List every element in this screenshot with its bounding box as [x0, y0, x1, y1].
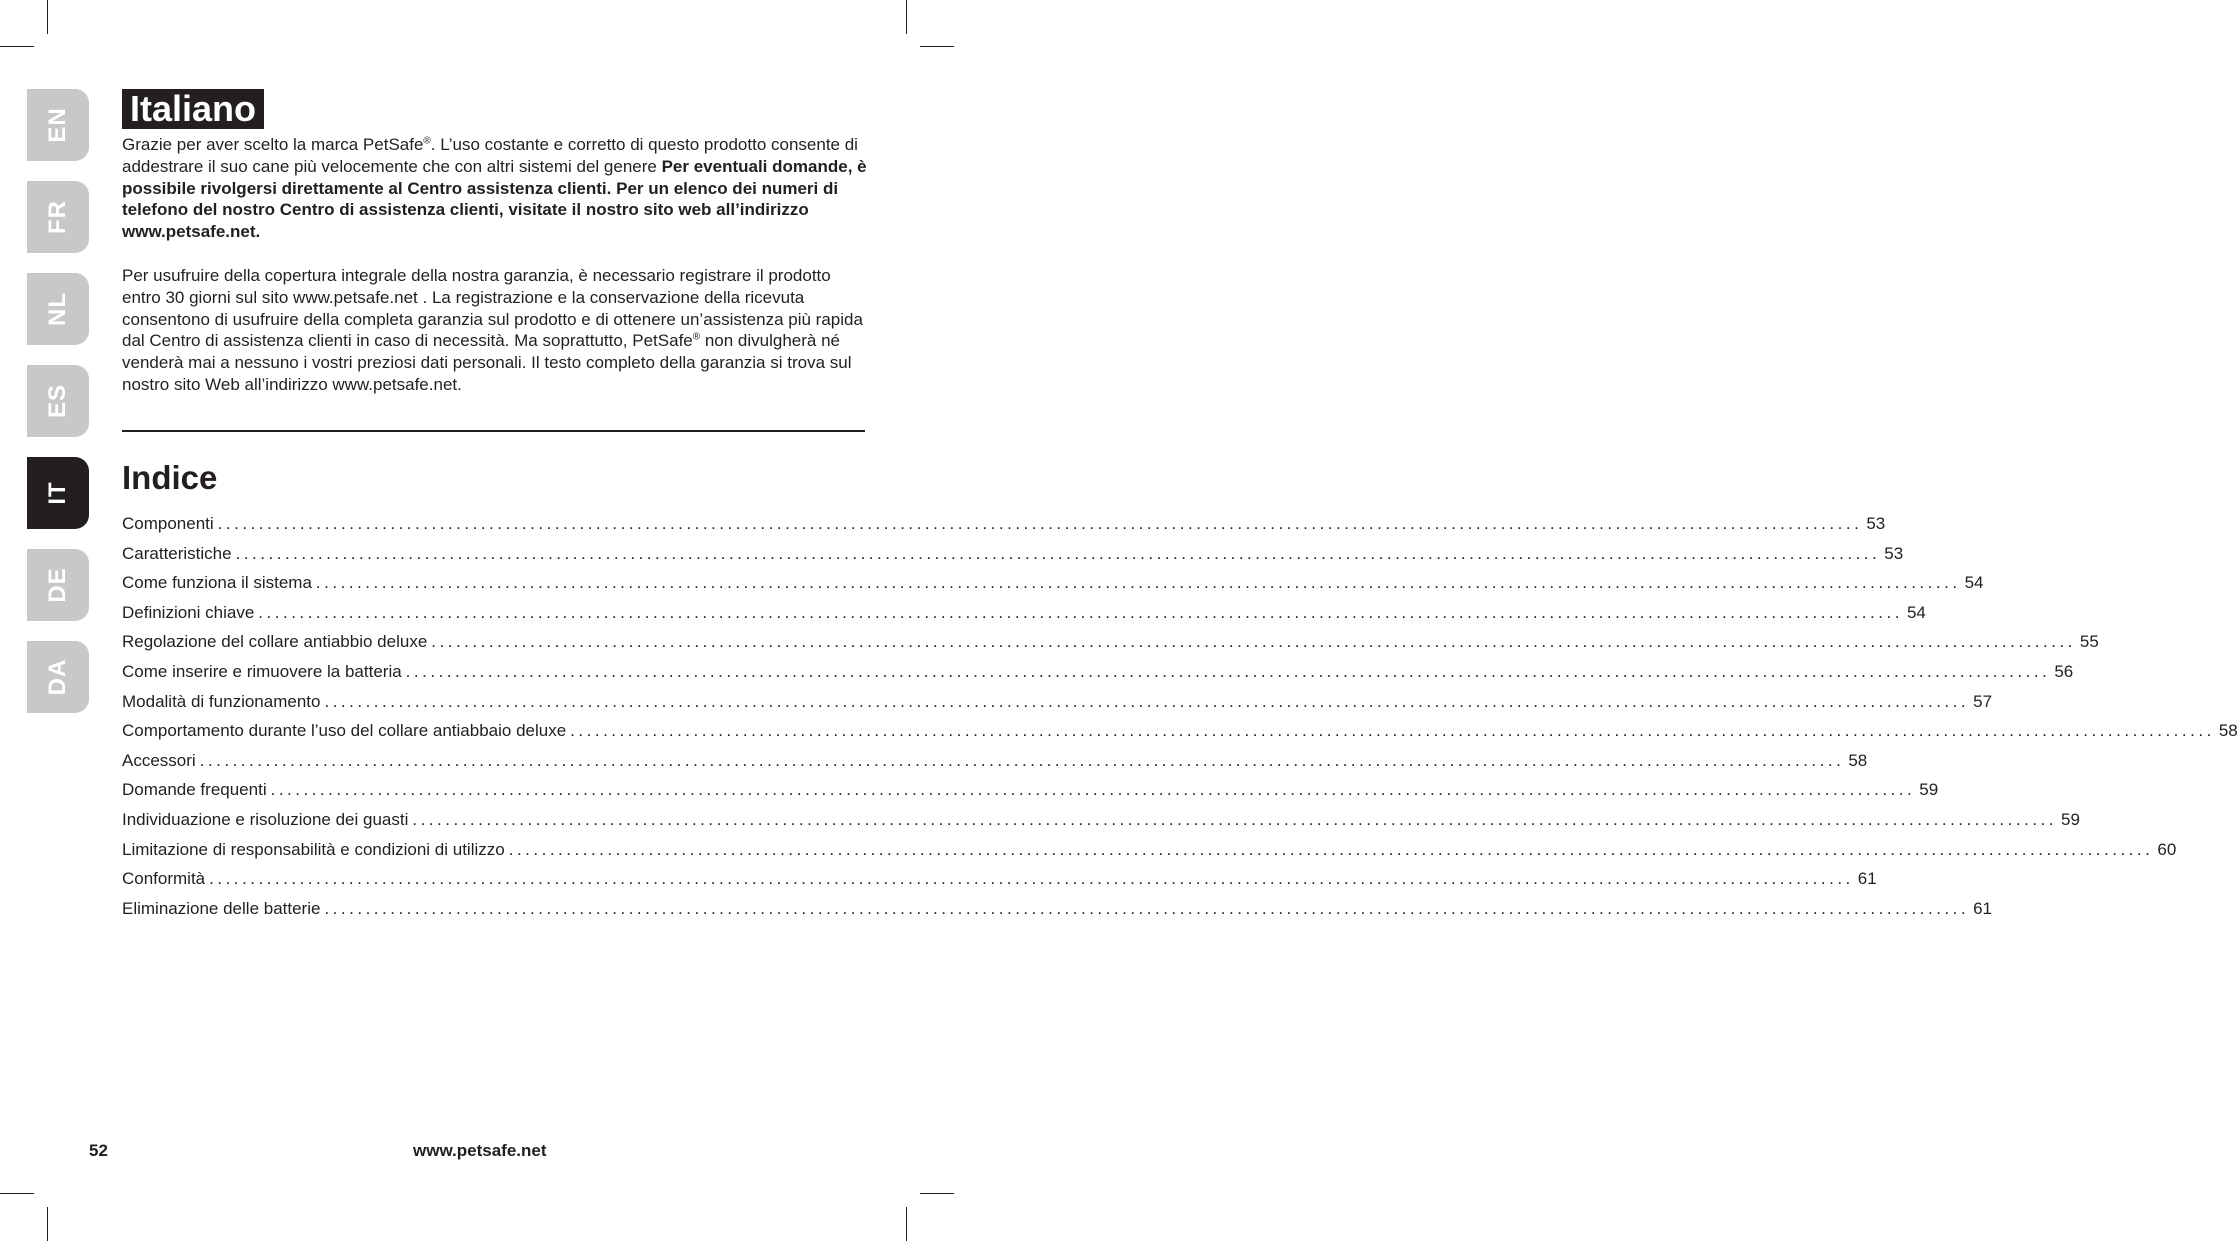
toc-entry[interactable] [122, 775, 1939, 805]
toc-leader: ........................................................................................................................................................................................................ [570, 721, 2215, 741]
section-title: Italiano [122, 89, 264, 129]
toc-leader: ........................................................................................................................................................................................................ [270, 780, 1916, 800]
toc-entry-title: Individuazione e risoluzione dei guasti [122, 809, 409, 829]
toc-leader: ........................................................................................................................................................................................................ [315, 573, 1961, 593]
toc-entry-title: Componenti [122, 514, 214, 533]
toc-leader: ........................................................................................................................................................................................................ [431, 632, 2076, 652]
tab-it[interactable] [27, 457, 89, 529]
divider [122, 430, 865, 432]
tab-label: IT [44, 481, 71, 505]
toc-entry[interactable] [122, 657, 2074, 687]
toc-entry-title: Comportamento durante l’uso del collare antiabbaio deluxe [122, 721, 567, 741]
toc-leader: ........................................................................................................................................................................................................ [324, 691, 1970, 711]
toc-leader: ........................................................................................................................................................................................................ [412, 809, 2057, 829]
intro-text-run: Per usufruire della copertura integrale della nostra garanzia, è necessario registrare il prodotto entro 30 giorni sul sito www.petsafe.net . La registrazione e la conservazione della ricevuta consentono di usufruire della completa garanzia sul prodotto e di ottenere un’assistenza più rapida dal Centro di assistenza clienti in caso di necessità. Ma soprattutto, PetSafe [122, 265, 863, 351]
toc-entry-title: Caratteristiche [122, 543, 232, 563]
tab-label: EN [44, 107, 71, 143]
toc-entry-page: 58 [2218, 721, 2238, 741]
language-tabs [27, 0, 89, 1241]
toc-entry[interactable] [122, 568, 1984, 598]
table-of-contents [122, 509, 2238, 923]
toc-entry-page: 54 [1964, 573, 1984, 593]
intro-text-run: Grazie per aver scelto la marca PetSafe [122, 135, 424, 154]
crop-mark [920, 46, 954, 47]
toc-entry-title: Modalità di funzionamento [122, 691, 321, 711]
index-title: Indice [122, 459, 218, 496]
toc-leader: ........................................................................................................................................................................................................ [209, 869, 1854, 889]
toc-entry[interactable] [122, 539, 1904, 569]
toc-entry-page: 53 [1866, 514, 1886, 533]
page-number: 52 [89, 1141, 108, 1160]
toc-entry-page: 60 [2157, 839, 2177, 859]
toc-entry-title: Domande frequenti [122, 780, 267, 800]
toc-entry[interactable] [122, 598, 1926, 628]
footer-url: www.petsafe.net [413, 1141, 547, 1160]
intro-text [122, 134, 867, 396]
tab-nl[interactable] [27, 273, 89, 345]
tab-label: FR [44, 200, 71, 234]
toc-entry[interactable] [122, 805, 2080, 835]
crop-mark [906, 1207, 907, 1241]
tab-da[interactable] [27, 641, 89, 713]
toc-entry-page: 59 [1919, 780, 1939, 800]
toc-leader: ........................................................................................................................................................................................................ [199, 750, 1845, 770]
tab-de[interactable] [27, 549, 89, 621]
toc-entry-page: 55 [2079, 632, 2099, 652]
toc-entry-page: 61 [1857, 869, 1877, 889]
toc-leader: ........................................................................................................................................................................................................ [405, 661, 2051, 681]
intro-bold-text: Per eventuali domande, è possibile rivolgersi direttamente al Centro assistenza clienti. Per un elenco dei numeri di telefono del nostro Centro di assistenza clienti, visitate il nostro sito web all’indirizzo www.petsafe.net. [122, 156, 867, 242]
registered-mark: ® [423, 135, 431, 147]
toc-leader: ........................................................................................................................................................................................................ [217, 514, 1863, 533]
toc-leader: ........................................................................................................................................................................................................ [258, 602, 1903, 622]
toc-leader: ........................................................................................................................................................................................................ [324, 898, 1970, 918]
toc-entry-page: 53 [1884, 543, 1904, 563]
toc-entry-page: 61 [1973, 898, 1993, 918]
toc-entry-page: 58 [1848, 750, 1868, 770]
toc-entry-page: 59 [2061, 809, 2080, 829]
toc-entry[interactable] [122, 627, 2099, 657]
tab-label: DE [44, 567, 71, 603]
toc-entry-title: Eliminazione delle batterie [122, 898, 321, 918]
crop-mark [906, 0, 907, 34]
intro-text-run: . L’uso costante e corretto di questo prodotto consente di addestrare il suo cane più velocemente che con altri sistemi del genere [122, 135, 858, 176]
toc-entry[interactable] [122, 509, 1886, 539]
tab-en[interactable] [27, 89, 89, 161]
toc-entry-title: Accessori [122, 750, 196, 770]
toc-entry-title: Come inserire e rimuovere la batteria [122, 661, 402, 681]
tab-label: ES [44, 383, 71, 419]
tab-fr[interactable] [27, 181, 89, 253]
toc-entry-page: 57 [1973, 691, 1993, 711]
toc-entry-title: Conformità [122, 869, 206, 889]
intro-text-run: non divulgherà né venderà mai a nessuno i vostri preziosi dati personali. Il testo completo della garanzia si trova sul nostro sito Web all’indirizzo www.petsafe.net. [122, 331, 852, 394]
toc-entry[interactable] [122, 864, 1877, 894]
toc-entry[interactable] [122, 746, 1868, 776]
toc-entry-title: Definizioni chiave [122, 602, 255, 622]
toc-leader: ........................................................................................................................................................................................................ [235, 543, 1881, 563]
tab-es[interactable] [27, 365, 89, 437]
intro-paragraph [122, 134, 867, 243]
warranty-paragraph [122, 265, 867, 396]
toc-entry[interactable] [122, 687, 1993, 717]
tab-label: NL [44, 292, 71, 326]
crop-mark [920, 1193, 954, 1194]
registered-mark: ® [692, 331, 701, 343]
toc-entry-page: 56 [2054, 661, 2074, 681]
toc-entry-title: Come funziona il sistema [122, 573, 312, 593]
toc-leader: ........................................................................................................................................................................................................ [508, 839, 2154, 859]
tab-label: DA [44, 658, 71, 696]
toc-entry[interactable] [122, 894, 1993, 924]
toc-entry[interactable] [122, 835, 2177, 865]
toc-entry-title: Regolazione del collare antiabbio deluxe [122, 632, 428, 652]
toc-entry[interactable] [122, 716, 2238, 746]
toc-entry-title: Limitazione di responsabilità e condizioni di utilizzo [122, 839, 505, 859]
toc-entry-page: 54 [1906, 602, 1926, 622]
